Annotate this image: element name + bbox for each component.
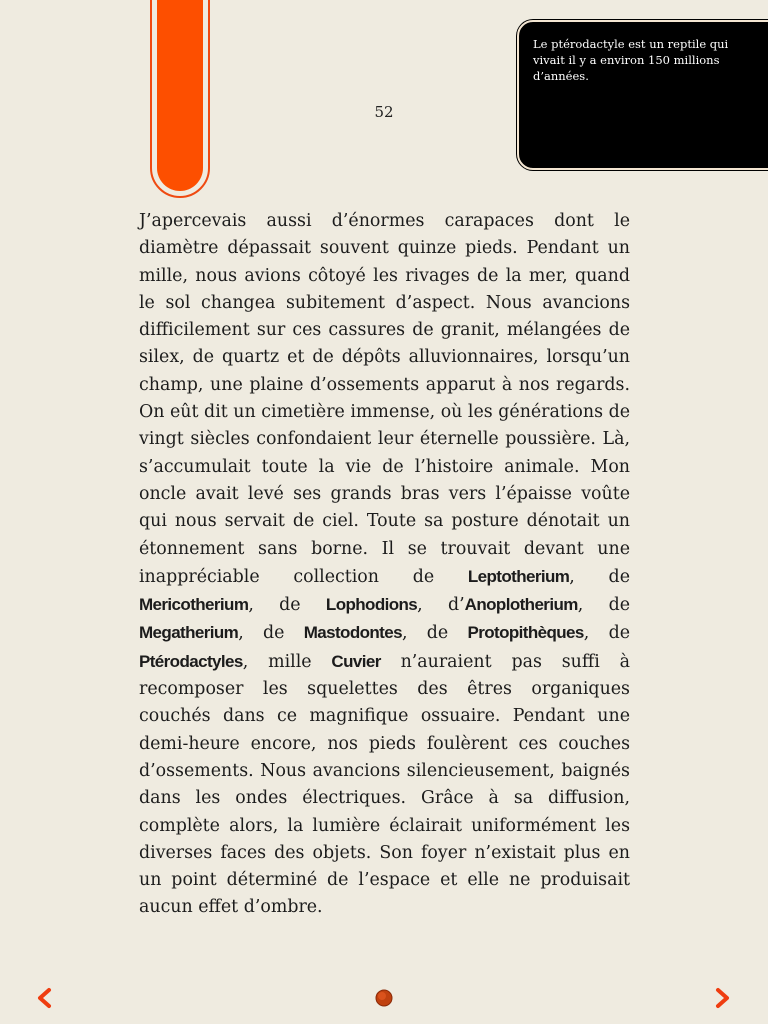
text-separator: , de <box>569 566 630 587</box>
term-mastodontes: Mastodontes <box>303 623 402 643</box>
bookmark-ribbon-fill <box>157 0 203 191</box>
home-dot-icon <box>375 989 393 1007</box>
text-segment: J’apercevais aussi d’énormes carapaces dont le diamètre dépassait souvent quinze pieds. Pendant un mille, nous avions côtoyé les rivages de la mer, quand le sol changea subitement d’aspect. Nous avancions difficilement sur ces cassures de granit, mélangées de silex, de quartz et de dépôts alluvionnaires, lorsqu’un champ, une plaine d’ossements apparut à nos regards. On eût dit un cimetière immense, où les générations de vingt siècles confondaient leur éternelle poussière. Là, s’accumulait toute la vie de l’histoire animale. Mon oncle avait levé ses grands bras vers l’épaisse voûte qui nous servait de ciel. Toute sa posture dénotait un étonnement sans borne. Il se trouvait devant une inappréciable collection de <box>139 211 630 587</box>
text-separator: , de <box>401 623 468 644</box>
page-number: 52 <box>374 103 394 121</box>
text-separator: , de <box>583 623 630 644</box>
term-protopitheques: Protopithèques <box>467 623 584 643</box>
term-pterodactyles: Ptérodactyles <box>139 651 243 671</box>
text-separator: , mille <box>242 651 332 672</box>
term-cuvier: Cuvier <box>331 651 381 671</box>
paragraph <box>139 208 630 922</box>
term-anoplotherium: Anoplotherium <box>464 595 578 615</box>
info-box-text: Le ptérodactyle est un reptile qui vivait il y a environ 150 millions d’années. <box>533 37 729 83</box>
bookmark-ribbon <box>150 0 210 198</box>
text-separator: , de <box>248 595 326 616</box>
home-button[interactable] <box>375 989 393 1007</box>
chevron-left-icon <box>33 986 57 1010</box>
next-page-button[interactable] <box>710 986 734 1010</box>
chevron-right-icon <box>710 986 734 1010</box>
previous-page-button[interactable] <box>33 986 57 1010</box>
term-megatherium: Megatherium <box>139 623 239 643</box>
term-mericotherium: Mericotherium <box>139 595 249 615</box>
text-separator: , de <box>238 623 304 644</box>
book-text <box>139 208 630 922</box>
text-separator: , d’ <box>417 595 465 616</box>
text-separator: , de <box>577 595 631 616</box>
info-box <box>517 20 768 170</box>
term-lophodions: Lophodions <box>325 595 418 615</box>
term-leptotherium: Leptotherium <box>467 566 570 586</box>
text-segment: n’auraient pas suffi à recomposer les squelettes des êtres organiques couchés dans ce magnifique ossuaire. Pendant une demi-heure encore, nos pieds foulèrent ces couches d’ossements. Nous avancions silencieusement, baignés dans les ondes électriques. Grâce à sa diffusion, complète alors, la lumière éclairait uniformément les diverses faces des objets. Son foyer n’existait plus en un point déterminé de l’espace et elle ne produisait aucun effet d’ombre. <box>139 651 630 918</box>
